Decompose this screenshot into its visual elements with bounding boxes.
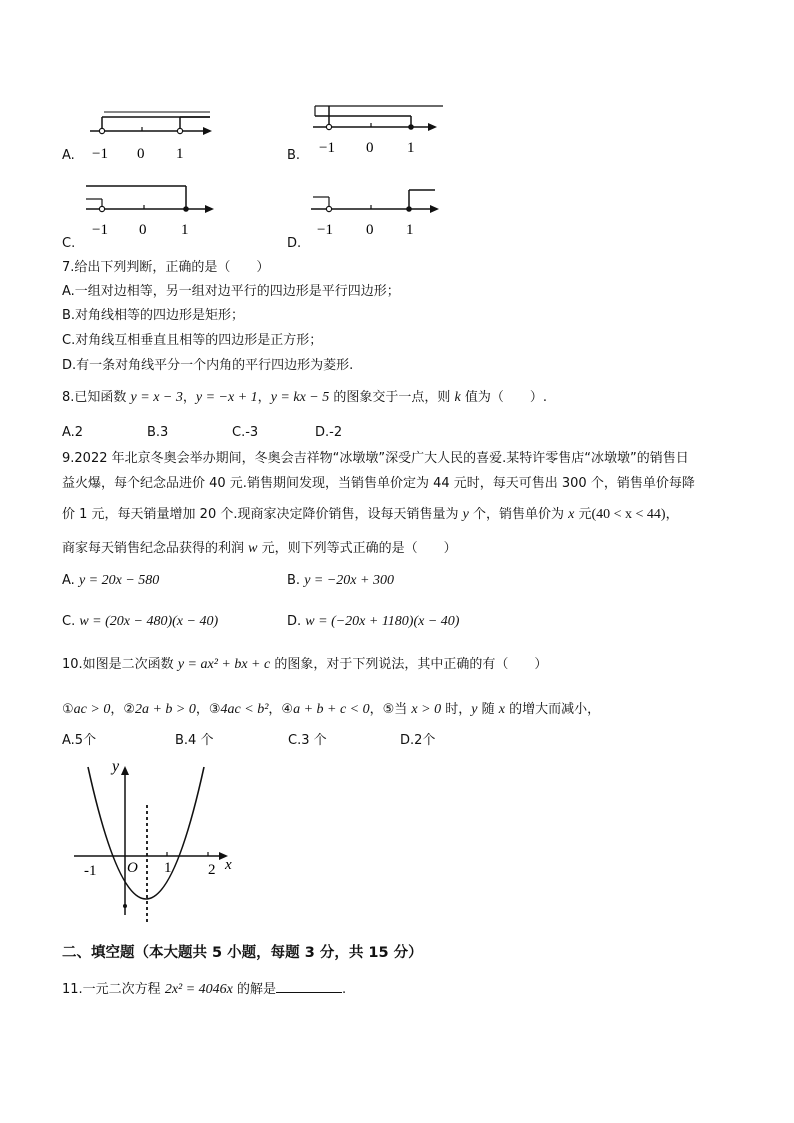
- q9-line3-mid: 个，销售单价为: [468, 507, 569, 522]
- number-line-a: [80, 100, 220, 160]
- graph-tick-neg1: -1: [84, 863, 97, 879]
- graph-tick-1: 1: [164, 860, 172, 876]
- q9-var-y: y: [462, 507, 469, 522]
- tick-1: 1: [407, 140, 415, 156]
- tick-1: 1: [181, 222, 189, 238]
- q10-s1: ac > 0: [73, 702, 111, 717]
- q10-s1-mark: ①: [62, 702, 74, 717]
- tick-neg1: −1: [92, 222, 108, 238]
- q10-option-b: B.4 个: [175, 733, 214, 748]
- graph-y-label: y: [112, 758, 120, 775]
- q10-s3: 4ac < b²: [220, 702, 269, 717]
- number-line-b: [305, 98, 450, 158]
- q9-line4-pre: 商家每天销售纪念品获得的利润: [62, 541, 249, 556]
- q9-option-b: [287, 573, 394, 589]
- q10-s5-end: 的增大而减小，: [504, 702, 601, 717]
- q7-stem: 7.给出下列判断，正确的是（ ）: [62, 260, 270, 275]
- tick-0: 0: [366, 140, 374, 156]
- q8-option-c: C.-3: [232, 425, 259, 440]
- q10-s4-mark: ，④: [268, 702, 294, 717]
- option-c-label: C.: [62, 236, 76, 251]
- option-a-label: A.: [62, 148, 75, 163]
- q9-line1: 9.2022 年北京冬奥会举办期间，冬奥会吉祥物“冰墩墩”深受广大人民的喜爱.某特许零售店“冰墩墩”的销售日: [62, 451, 689, 466]
- q11-equation: 2x² = 4046x: [164, 982, 233, 997]
- q8-stem: [62, 390, 547, 406]
- q11-pre: 11.一元二次方程: [62, 982, 165, 997]
- q9-var-w: w: [248, 541, 258, 556]
- q8-sep2: ，: [257, 390, 271, 405]
- parabola-graph: [70, 755, 250, 925]
- q7-option-d: D.有一条对角线平分一个内角的平行四边形为菱形.: [62, 358, 354, 373]
- q10-option-c: C.3 个: [288, 733, 327, 748]
- q9-option-d: [287, 614, 459, 630]
- q10-s5-mark: ，⑤当: [369, 702, 412, 717]
- q8-prefix: 8.已知函数: [62, 390, 131, 405]
- tick-0: 0: [366, 222, 374, 238]
- q8-sep1: ，: [182, 390, 196, 405]
- q9-line4: [62, 541, 457, 557]
- q9-line3-unit: 元: [574, 507, 592, 522]
- option-d-label: D.: [287, 236, 302, 251]
- graph-x-label: x: [225, 857, 232, 873]
- q9-option-c: [62, 614, 218, 630]
- q11-stem: [62, 980, 346, 998]
- q8-option-b: B.3: [147, 425, 169, 440]
- q9-line3: [62, 507, 679, 523]
- q9-option-d-expr: w = (−20x + 1180)(x − 40): [305, 614, 460, 629]
- graph-tick-2: 2: [208, 862, 216, 878]
- tick-neg1: −1: [319, 140, 335, 156]
- q10-s2-mark: ，②: [110, 702, 135, 717]
- q9-option-c-label: C.: [62, 614, 80, 629]
- q9-option-d-label: D.: [287, 614, 306, 629]
- q8-option-d: D.-2: [315, 425, 343, 440]
- q7-option-a: A.一组对边相等，另一组对边平行的四边形是平行四边形；: [62, 284, 400, 299]
- tick-1: 1: [176, 146, 184, 162]
- tick-neg1: −1: [92, 146, 108, 162]
- q9-line4-post: 元，则下列等式正确的是（ ）: [257, 541, 457, 556]
- q9-line3-end: ，: [665, 507, 679, 522]
- q9-option-a-expr: y = 20x − 580: [78, 573, 160, 588]
- graph-origin-label: O: [127, 860, 138, 876]
- q10-stem-pre: 10.如图是二次函数: [62, 657, 178, 672]
- q11-end: .: [342, 982, 347, 997]
- q10-statements: [62, 702, 600, 718]
- q10-stem-post: 的图象，对于下列说法，其中正确的有（ ）: [270, 657, 548, 672]
- q9-line2: 益火爆，每个纪念品进价 40 元.销售期间发现，当销售单价定为 44 元时，每天可售出 300 个，销售单价每降: [62, 476, 695, 491]
- q10-s5-x: x: [498, 702, 505, 717]
- q10-s3-mark: ，③: [195, 702, 221, 717]
- q10-func: y = ax² + bx + c: [177, 657, 271, 672]
- q9-option-a-label: A.: [62, 573, 79, 588]
- q10-s5-y: y: [471, 702, 478, 717]
- q10-stem: [62, 657, 547, 673]
- q10-s5-text: 随: [477, 702, 499, 717]
- q10-s4: a + b + c < 0: [293, 702, 370, 717]
- tick-neg1: −1: [317, 222, 333, 238]
- q11-post: 的解是: [232, 982, 277, 997]
- q9-option-a: [62, 573, 159, 589]
- number-line-c: [80, 180, 220, 240]
- q9-line3-pre: 价 1 元，每天销量增加 20 个.现商家决定降价销售，设每天销售量为: [62, 507, 463, 522]
- number-line-d: [305, 180, 445, 240]
- q7-option-b: B.对角线相等的四边形是矩形；: [62, 308, 245, 323]
- q8-option-a: A.2: [62, 425, 84, 440]
- section-heading: 二、填空题（本大题共 5 小题，每题 3 分，共 15 分）: [62, 945, 423, 961]
- q9-option-c-expr: w = (20x − 480)(x − 40): [79, 614, 219, 629]
- q8-func3: y = kx − 5: [270, 390, 330, 405]
- q8-suffix: 值为（ ）.: [460, 390, 547, 405]
- q9-option-b-label: B.: [287, 573, 305, 588]
- q10-s5-cond: x > 0: [411, 702, 442, 717]
- q8-func1: y = x − 3: [130, 390, 183, 405]
- q8-mid: 的图象交于一点，则: [329, 390, 455, 405]
- tick-0: 0: [139, 222, 147, 238]
- q10-s2: 2a + b > 0: [134, 702, 196, 717]
- q9-var-x: x: [568, 507, 575, 522]
- q10-option-d: D.2个: [400, 733, 436, 748]
- q8-func2: y = −x + 1: [195, 390, 258, 405]
- q9-range: (40 < x < 44): [591, 507, 666, 522]
- tick-1: 1: [406, 222, 414, 238]
- q10-option-a: A.5个: [62, 733, 97, 748]
- q8-k: k: [454, 390, 461, 405]
- q7-option-c: C.对角线互相垂直且相等的四边形是正方形；: [62, 333, 323, 348]
- q10-s5-mid: 时，: [441, 702, 472, 717]
- q11-answer-blank[interactable]: [276, 980, 342, 993]
- option-b-label: B.: [287, 148, 301, 163]
- q9-option-b-expr: y = −20x + 300: [304, 573, 394, 588]
- tick-0: 0: [137, 146, 145, 162]
